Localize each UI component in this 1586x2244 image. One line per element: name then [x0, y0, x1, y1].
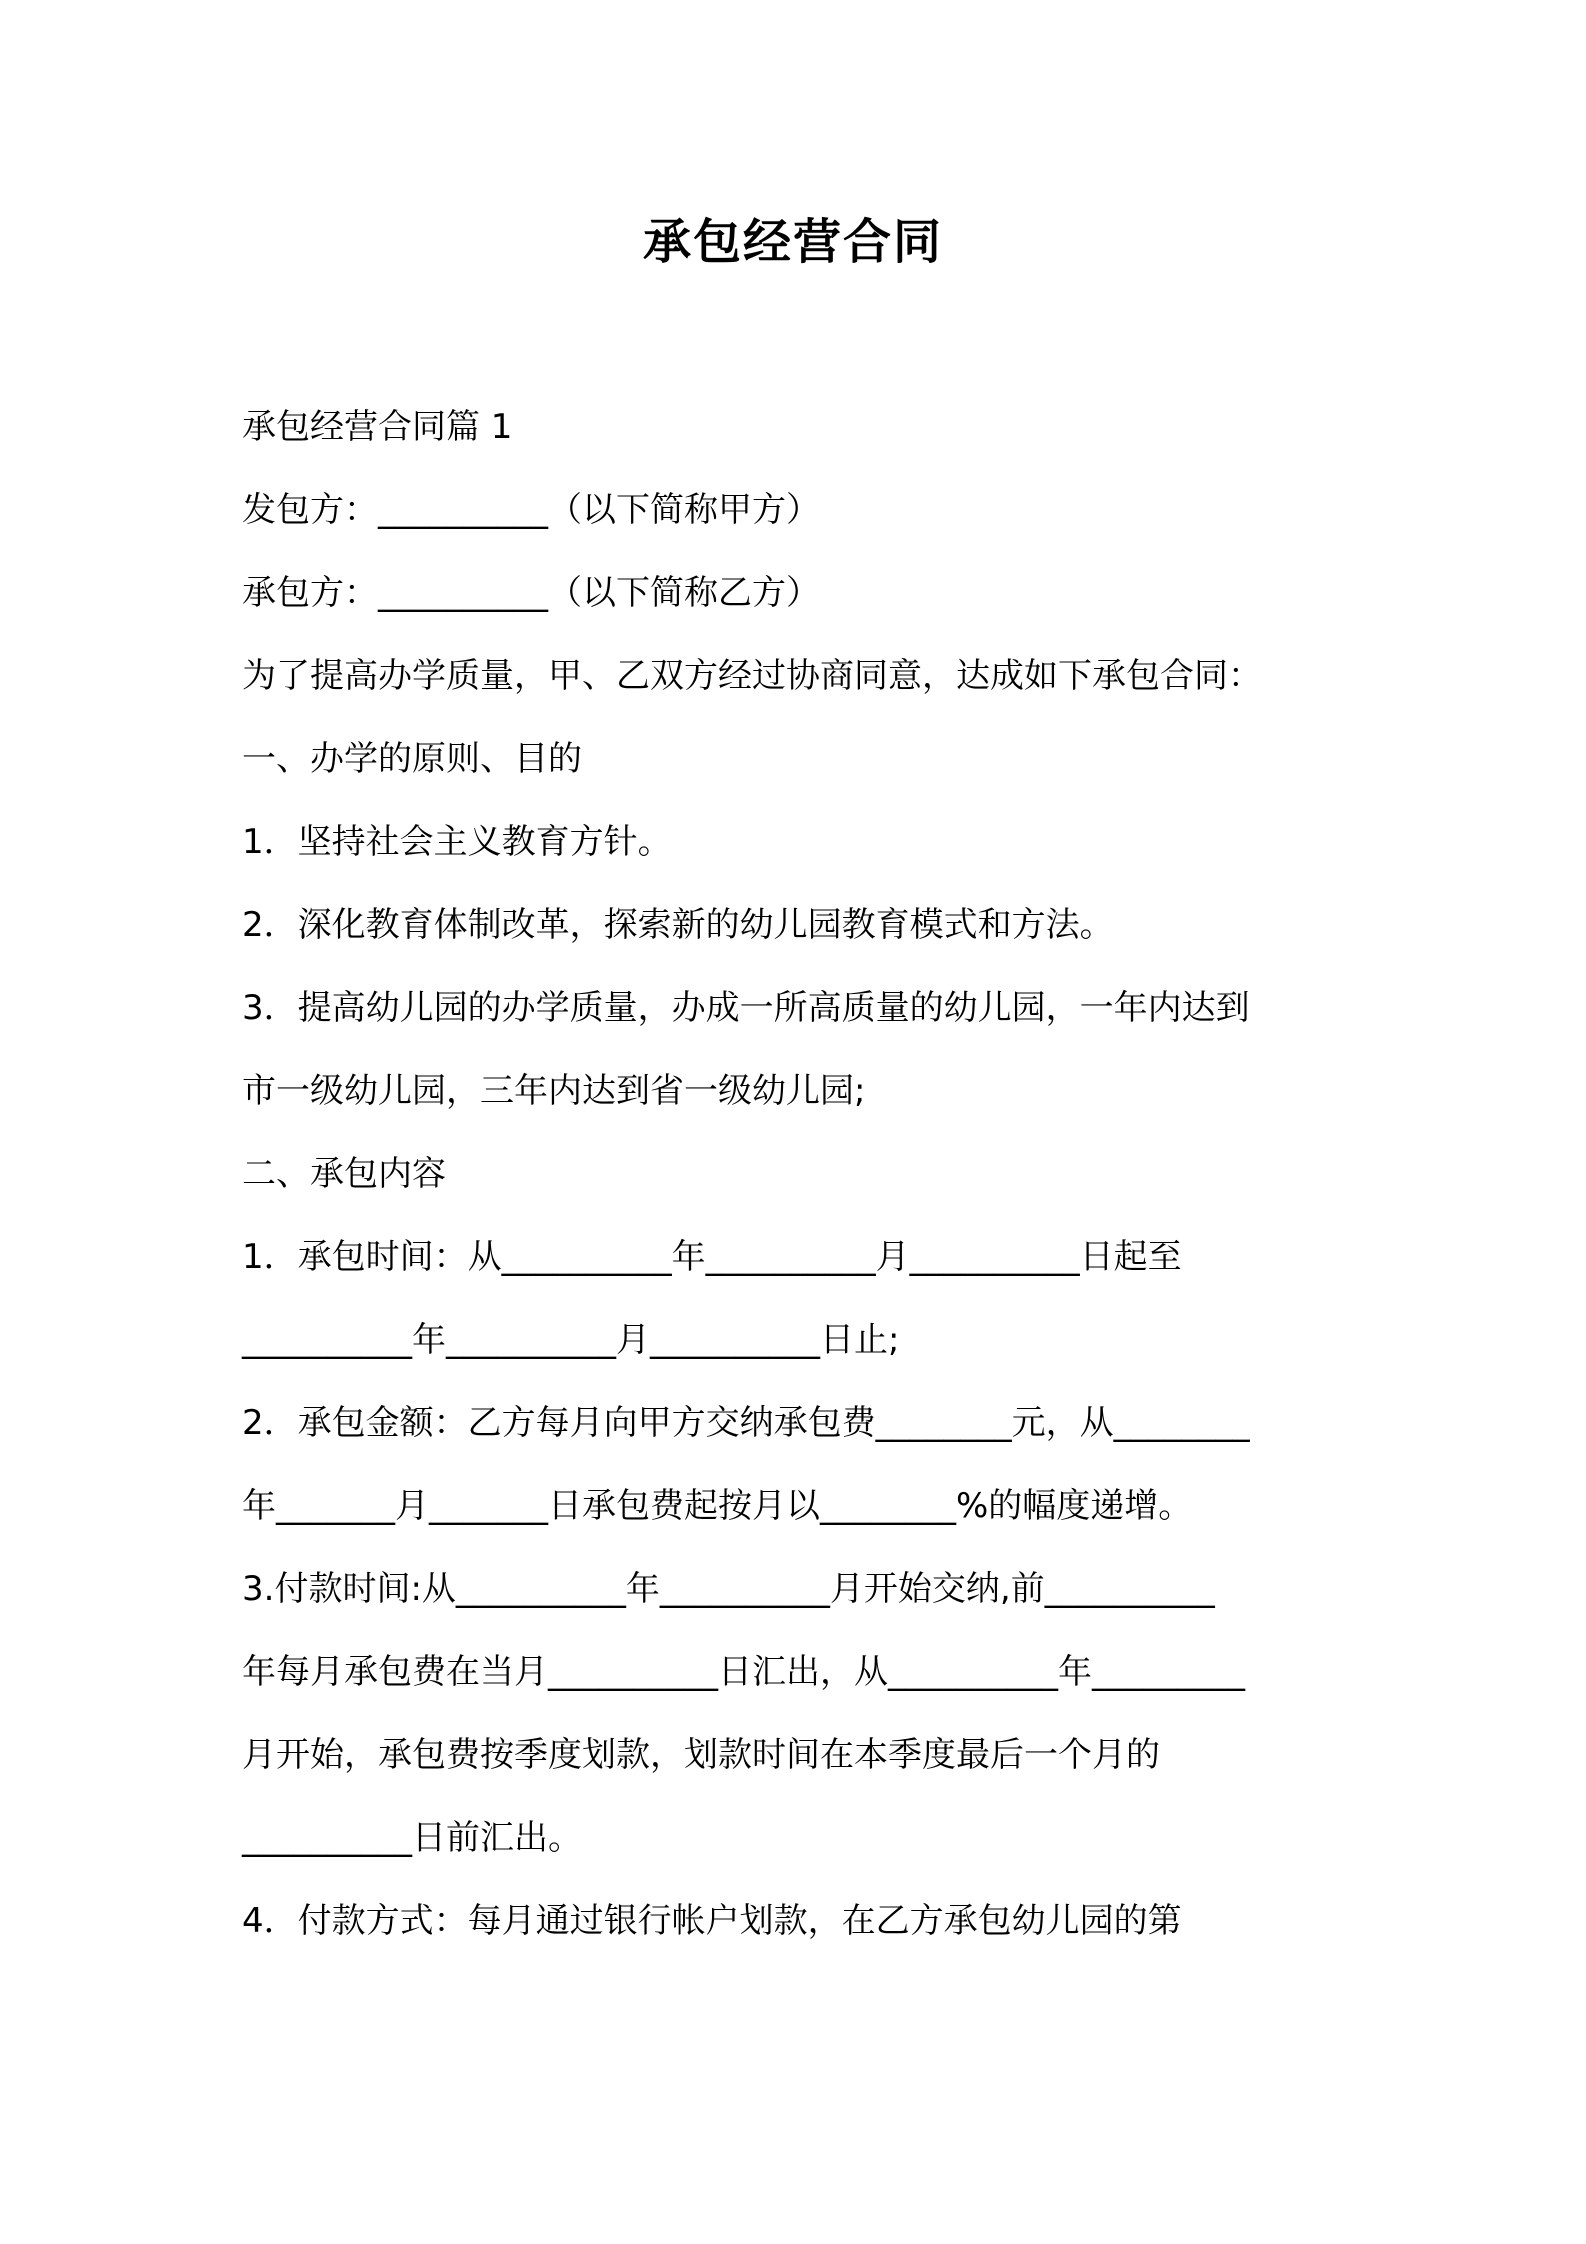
clause-line: 月开始，承包费按季度划款，划款时间在本季度最后一个月的 [242, 1735, 1160, 1775]
clause-line: 年_______月_______日承包费起按月以________%的幅度递增。 [242, 1486, 1193, 1526]
clause-line: __________日前汇出。 [242, 1818, 582, 1858]
clause-line: 2．深化教育体制改革，探索新的幼儿园教育模式和方法。 [242, 905, 1114, 945]
clause-line: 市一级幼儿园，三年内达到省一级幼儿园; [242, 1071, 866, 1111]
clause-line: 年每月承包费在当月__________日汇出，从__________年_________ [242, 1652, 1245, 1692]
clause-line: 1．坚持社会主义教育方针。 [242, 822, 672, 862]
party-b-line: 承包方：__________（以下简称乙方） [242, 573, 820, 613]
clause-line: 3．提高幼儿园的办学质量，办成一所高质量的幼儿园，一年内达到 [242, 988, 1250, 1028]
clause-line: __________年__________月__________日止; [242, 1320, 900, 1360]
clause-line: 4．付款方式：每月通过银行帐户划款，在乙方承包幼儿园的第 [242, 1901, 1182, 1941]
clause-line: 3.付款时间:从__________年__________月开始交纳,前__________ [242, 1569, 1215, 1609]
section-heading: 承包经营合同篇 1 [242, 407, 513, 447]
article-heading-1: 一、办学的原则、目的 [242, 739, 582, 779]
document-title: 承包经营合同 [642, 214, 943, 270]
clause-line: 1．承包时间：从__________年__________月__________日起至 [242, 1237, 1182, 1277]
article-heading-2: 二、承包内容 [242, 1154, 446, 1194]
preamble-line: 为了提高办学质量，甲、乙双方经过协商同意，达成如下承包合同： [242, 656, 1262, 696]
clause-line: 2．承包金额：乙方每月向甲方交纳承包费________元，从________ [242, 1403, 1250, 1443]
document-body [242, 406, 1362, 1983]
party-a-line: 发包方：__________（以下简称甲方） [242, 490, 820, 530]
